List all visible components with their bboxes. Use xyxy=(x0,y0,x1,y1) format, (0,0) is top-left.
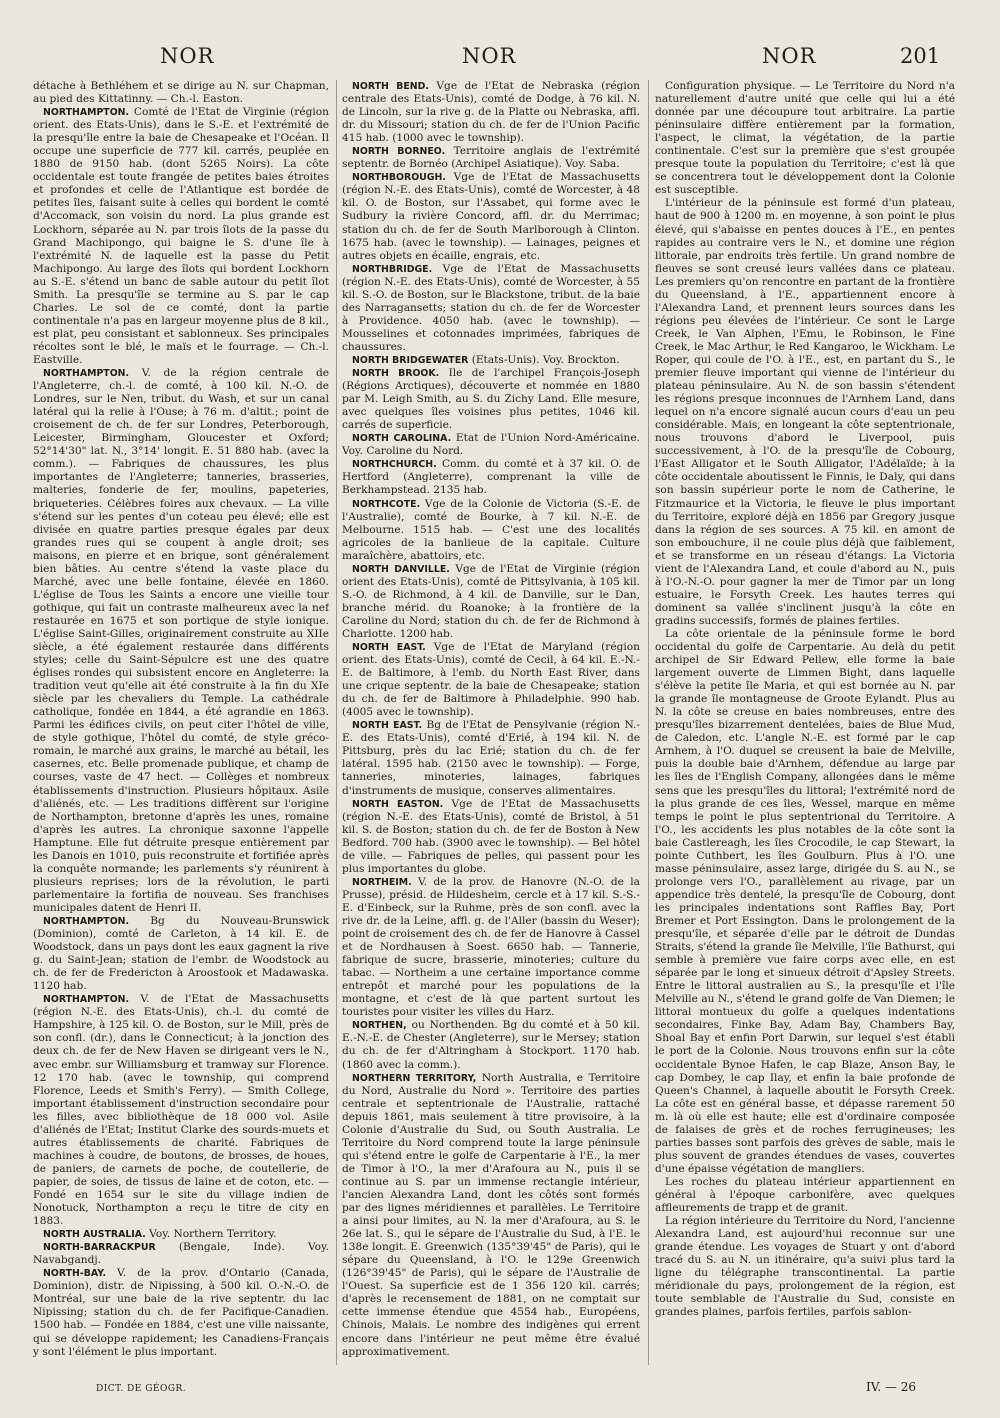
entry-headword: NORTHEN, xyxy=(352,1020,407,1032)
dictionary-entry xyxy=(342,719,640,797)
entry-text: Comm. du comté et à 37 kil. O. de Hertford (Angleterre), comprenant la ville de Berkhampstead. 2135 hab. xyxy=(342,458,640,497)
entry-headword: NORTHAMPTON. xyxy=(43,107,130,119)
dictionary-entry xyxy=(342,498,640,563)
entry-headword: NORTH BRIDGEWATER xyxy=(352,354,469,366)
dictionary-entry xyxy=(655,1176,955,1215)
entry-headword: NORTH DANVILLE. xyxy=(352,563,450,575)
entry-headword: NORTHCOTE. xyxy=(352,498,421,510)
dictionary-entry xyxy=(655,1215,955,1319)
entry-headword: NORTHBRIDGE. xyxy=(352,263,433,275)
entry-text: (Etats-Unis). Voy. Brockton. xyxy=(468,353,620,366)
footer-signature: DICT. DE GÉOGR. xyxy=(96,1384,187,1394)
dictionary-entry xyxy=(33,367,329,915)
dictionary-entry xyxy=(342,80,640,145)
column-2 xyxy=(342,80,640,1380)
entry-headword: NORTH AUSTRALIA. xyxy=(43,1229,146,1241)
column-rule xyxy=(336,80,337,1365)
entry-headword: NORTHAMPTON. xyxy=(43,368,130,380)
entry-text: La région intérieure du Territoire du Nord, l'ancienne Alexandra Land, est aujourd'hui reconnue sur une grande étendue. Les voyages de Stuart y ont d'abord tracé du S. au N. un itinéraire, qu'a suivi plus tard la ligne du télégraphe transcontinental. La partie méridionale du pays, prolongement de la région, est toute semblable de l'Australie du Sud, consiste en grandes plaines, parfois fertiles, parfois sablon- xyxy=(655,1215,955,1319)
entry-text: Comté de l'Etat de Virginie (région orient. des Etats-Unis), dans le S.-E. et l'extrémité de la presqu'île entre la baie de Chesapeake et l'Océan. Il occupe une superficie de 777 kil. carrés, peuplée en 1880 de 9150 hab. (dont 5265 Noirs). La côte occidentale est toute frangée de petites baies étroites et profondes et celle de l'Atlantique est bordée de petites îles, faisant suite à celles qui bordent le comté d'Accomack, son voisin du nord. La plus grande est Lockhorn, séparée au N. par trois îlots de la passe du Grand Machipongo, qui baigne le S. d'une île à l'extrémité N. de laquelle est la passe du Petit Machipongo. Au large des îlots qui bordent Lockhorn au S.-E. s'étend un banc de sable autour du petit îlot Smith. La presqu'île se termine au S. par le cap Charles. Le sol de ce comté, dont la partie continentale n'a pas en largeur moyenne plus de 8 kil., est plat, peu consistant et sablonneux. Ses principales récoltes sont le blé, le maïs et le fourrage. — Ch.-l. Eastville. xyxy=(33,106,329,366)
dictionary-entry xyxy=(342,798,640,876)
entry-text: Vge de la Colonie de Victoria (S.-E. de l'Australie), comté de Bourke, à 7 kil. N.-E. de Melbourne. 1515 hab. — C'est une des localités agricoles de la banlieue de la capitale. Culture maraîchère, abattoirs, etc. xyxy=(342,497,640,562)
entry-text: Vge de l'Etat de Massachusetts (région N.-E. des Etats-Unis), comté de Worcester, à 48 kil. O. de Boston, sur l'Assabet, qui forme avec le Sudbury la rivière Concord, affl. dr. du Merrimac; station du ch. de fer de South Marlborough à Clinton. 1675 hab. (avec le township). — Lainages, peignes et autres objets en écaille, engrais, etc. xyxy=(342,171,640,262)
entry-text: L'intérieur de la péninsule est formé d'un plateau, haut de 900 à 1200 m. en moyenne, à son point le plus élevé, qui s'abaisse en pentes douces à l'E., en pentes rapides au contraire vers le N., et domine une région littorale, par endroits très fertile. Un grand nombre de fleuves se sont creusé leurs vallées dans ce plateau. Les premiers qu'on rencontre en partant de la frontière du Queensland, à l'E., appartiennent encore à l'Alexandra Land, et prennent leurs sources dans les régions peu élevées de l'intérieur. Ce sont le Large Creek, le Van Alphen, l'Emu, le Robinson, le Fine Creek, le Mac Arthur, le Red Kangaroo, le Wickham. Le Roper, qui coule de l'O. à l'E., est, en partant du S., le premier fleuve important qui vienne de l'intérieur du plateau péninsulaire. Au N. de son bassin s'étendent les régions presque inconnues de l'Arnhem Land, dans lequel on n'a encore signalé aucun cours d'eau un peu considérable. Mais, en longeant la côte septentrionale, nous trouvons d'abord le Liverpool, puis successivement, à l'O. de la presqu'île de Cobourg, l'East Alligator et le South Alligator, l'Adélaïde; à la côte occidentale aboutissent le Finnis, le Daly, qui dans son bassin supérieur porte le nom de Catherine, le Fitzmaurice et la Victoria, le fleuve le plus important du Territoire, exploré déjà en 1856 par Gregory jusque dans la région de ses sources. A 75 kil. en amont de son embouchure, il ne coule plus déjà que faiblement, et se transforme en un réseau d'étangs. La Victoria vient de l'Alexandra Land, et coule d'abord au N., puis à l'O.-N.-O. pour gagner la mer de Timor par un long estuaire, le Forsyth Creek. Les hautes terres qui dominent sa vallée s'inclinent jusqu'à la côte en gradins successifs, formés de plaines fertiles. xyxy=(655,197,955,627)
dictionary-entry xyxy=(342,563,640,641)
dictionary-entry xyxy=(342,458,640,497)
entry-text: Configuration physique. — Le Territoire du Nord n'a naturellement d'autre unité que celle qui lui a été donnée par une découpure tout arbitraire. La partie péninsulaire diffère entièrement par la formation, l'aspect, le climat, la végétation, de la partie continentale. C'est sur la première que s'est groupée presque toute la population du Territoire; c'est là que se concentrera tout le développement dont la Colonie est susceptible. xyxy=(655,80,955,197)
entry-text: V. de la région centrale de l'Angleterre, ch.-l. de comté, à 100 kil. N.-O. de Londres, sur le Nen, tribut. du Wash, et sur un canal latéral qui la relie à l'Ouse; à 76 m. d'altit.; point de croisement de ch. de fer sur Londres, Peterborough, Leicester, Birmingham, Gloucester et Oxford; 52°14'30" lat. N., 3°14' longit. E. 51 880 hab. (avec la comm.). — Fabriques de chaussures, les plus importantes de l'Angleterre; tanneries, brasseries, malteries, fonderie de fer, moulins, papeteries, briqueteries. Célèbres foires aux chevaux. — La ville s'étend sur les pentes d'un coteau peu élevé; elle est divisée en quatre parties presque égales par deux grandes rues qui se coupent à angle droit; ses maisons, en pierre et en brique, sont généralement bien bâties. Au centre s'étend la vaste place du Marché, avec une belle fontaine, élevée en 1860. L'église de Tous les Saints a encore une vieille tour gothique, qui fait un contraste malheureux avec la nef restaurée en 1675 et son portique de style ionique. L'église Saint-Gilles, originairement construite au XIIe siècle, a été également restaurée dans différents styles; celle du Saint-Sépulcre est une des quatre églises rondes qui subsistent encore en Angleterre: la tradition veut qu'elle ait été construite à la fin du XIe siècle par les chevaliers du Temple. La cathédrale catholique, fondée en 1844, a été agrandie en 1863. Parmi les édifices civils, on peut citer l'hôtel de ville, de style gothique, l'hôtel du comté, de style gréco-romain, le marché aux grains, le marché au bétail, les casernes, etc. Belle promenade publique, et champ de courses, vaste de 47 hect. — Collèges et nombreux établissements d'instruction. Plusieurs hôpitaux. Asile d'aliénés, etc. — Les traditions diffèrent sur l'origine de Northampton, bretonne d'après les unes, romaine d'après les autres. La chronique saxonne l'appelle Hamptune. Elle fut détruite presque entièrement par les Danois en 1010, puis reconstruite et fortifiée après la conquête normande; les parlements s'y réunirent à plusieurs reprises; lors de la révolution, le parti parlementaire la fortifia de nouveau. Ses franchises municipales datent de Henri II. xyxy=(33,367,329,914)
entry-headword: NORTH EAST. xyxy=(352,720,423,732)
dictionary-entry xyxy=(342,171,640,262)
entry-headword: NORTH-BARRACKPUR xyxy=(43,1242,156,1254)
entry-text: (Bengale, Inde). Voy. Navabgandj. xyxy=(33,1241,329,1267)
entry-headword: NORTHAMPTON. xyxy=(43,916,130,927)
entry-text: Ile de l'archipel François-Joseph (Régions Arctiques), découverte et nommée en 1880 par M. Leigh Smith, au S. du Zichy Land. Elle mesure, avec quelques îles voisines plus petites, 1046 kil. carrés de superficie. xyxy=(342,367,640,432)
entry-text: Vge de l'Etat de Virginie (région orient des Etats-Unis), comté de Pittsylvania, à 105 kil. S.-O. de Richmond, à 4 kil. de Danville, sur le Dan, branche mérid. du Roanoke; à la frontière de la Caroline du Nord; station du ch. de fer de Richmond à Charlotte. 1200 hab. xyxy=(342,562,640,640)
running-head-center: NOR xyxy=(462,44,517,68)
entry-text: Territoire anglais de l'extrémité septentr. de Bornéo (Archipel Asiatique). Voy. Saba. xyxy=(342,145,640,171)
dictionary-entry xyxy=(342,1072,640,1359)
dictionary-entry xyxy=(33,106,329,367)
dictionary-entry xyxy=(342,354,640,367)
dictionary-entry xyxy=(33,80,329,106)
entry-text: Vge de l'Etat de Maryland (région orient. des Etats-Unis), comté de Cecil, à 64 kil. E.-N.-E. de Baltimore, à l'emb. du North East River, dans une crique septentr. de la baie de Chesapeake; station du ch. de fer de Baltimore à Philadelphie. 990 hab. (4005 avec le township). xyxy=(342,641,640,719)
entry-text: ou Northenden. Bg du comté et à 50 kil. E.-N.-E. de Chester (Angleterre), sur le Mersey; station du ch. de fer d'Altringham à Stockport. 1170 hab. (1860 avec la comm.). xyxy=(342,1019,640,1071)
entry-headword: NORTH EASTON. xyxy=(352,798,444,810)
entry-headword: NORTH EAST. xyxy=(352,642,426,654)
dictionary-entry xyxy=(33,1267,329,1358)
dictionary-entry xyxy=(33,993,329,1228)
entry-headword: NORTHAMPTON. xyxy=(43,994,130,1006)
entry-text: V. de la prov. d'Ontario (Canada, Dominion), distr. de Nipissing, à 500 kil. O.-N.-O. de Montréal, sur une baie de la rive septentr. du lac Nipissing; station du ch. de fer Pacifique-Canadien. 1500 hab. — Fondée en 1884, c'est une ville naissante, qui se développe rapidement; les Canadiens-Français y sont l'élément le plus important. xyxy=(33,1267,329,1358)
entry-text: Etat de l'Union Nord-Américaine. Voy. Caroline du Nord. xyxy=(342,432,640,458)
entry-text: Vge de l'Etat de Massachusetts (région N.-E. des Etats-Unis), comté de Bristol, à 51 kil. S. de Boston; station du ch. de fer de Boston à New Bedford. 700 hab. (3900 avec le township). — Bel hôtel de ville. — Fabriques de pelles, qui passent pour les plus importantes du globe. xyxy=(342,797,640,875)
dictionary-entry xyxy=(655,80,955,197)
dictionary-entry xyxy=(342,1019,640,1071)
dictionary-entry xyxy=(655,628,955,1176)
dictionary-entry xyxy=(33,1241,329,1267)
entry-headword: NORTHBOROUGH. xyxy=(352,172,446,184)
entry-headword: NORTH BORNEO. xyxy=(352,146,446,158)
entry-text: La côte orientale de la péninsule forme le bord occidental du golfe de Carpentarie. Au delà du petit archipel de Sir Edward Pellew, elle forme la baie largement ouverte de Limmen Bight, dans laquelle s'élève la petite île Maria, et qui est bornée au N. par la grande île montagneuse de Groote Eylandt. Plus au N. la côte se creuse en baies nombreuses, entre des presqu'îles bizarrement dentelées, baies de Blue Mud, de Caledon, etc. L'angle N.-E. est formé par le cap Arnhem, à l'O. duquel se creusent la baie de Melville, puis la double baie d'Arnhem, défendue au large par les îles de l'English Company, allongées dans le même sens que les presqu'îles du littoral; l'extrémité nord de la plus grande de ces îles, Wessel, marque en même temps le point le plus septentrional du Territoire. A l'O., les accidents les plus notables de la côte sont la baie Castlereagh, les îles Crocodile, le cap Stewart, la pointe Cuthbert, les îles Goulburn. Plus à l'O. une masse péninsulaire, assez large, dirigée du S. au N., se prolonge vers l'O., parallèlement au rivage, par un appendice très dentelé, la presqu'île de Cobourg, dont les principales indentations sont Raffles Bay, Port Bremer et Port Essington. Dans le prolongement de la presqu'île, et séparée d'elle par le détroit de Dundas Straits, s'étend la grande île Melville, l'île Bathurst, qui semble à première vue faire corps avec elle, en est séparée par le long et sinueux détroit d'Apsley Streets. Entre le littoral australien au S., la presqu'île et l'île Melville au N., s'étend le grand golfe de Van Diemen; le littoral montueux du golfe a quelques indentations secondaires, Finke Bay, Adam Bay, Chambers Bay, Shoal Bay et enfin Port Darwin, sur lequel s'est établi le port de la Colonie. Nous trouvons enfin sur la côte occidentale Bynoe Hafen, le cap Blaze, Anson Bay, le cap Dombey, le cap Ilay, et enfin la baie profonde de Queen's Channel, à laquelle aboutit le Forsyth Creek. La côte est en général basse, et dépasse rarement 50 m. là où elle est haute; elle est d'ordinaire composée de falaises de grès et de roches ferrugineuses; les parties basses sont parfois des grèves de sable, mais le plus souvent de grandes étendues de vases, couvertes d'une épaisse végétation de mangliers. xyxy=(655,627,955,1175)
entry-text: Vge de l'Etat de Massachusetts (région N.-E. des Etats-Unis), comté de Worcester, à 55 kil. S.-O. de Boston, sur le Blackstone, tribut. de la baie des Narragansetts; station du ch. de fer de Worcester à Providence. 4050 hab. (avec le township). — Mousselines et cotonnades imprimées, fabriques de chaussures. xyxy=(342,262,640,353)
entry-headword: NORTH CAROLINA. xyxy=(352,433,452,445)
entry-text: Les roches du plateau intérieur appartiennent en général à l'époque carbonifère, avec quelques affleurements de trapp et de granit. xyxy=(655,1175,955,1215)
entry-text: Bg du Nouveau-Brunswick (Dominion), comté de Carleton, à 14 kil. E. de Woodstock, dans un pays dont les eaux gagnent la rive g. du Saint-Jean; station de l'embr. de Woodstock au ch. de fer de Fredericton à Aroostook et Madawaska. 1120 hab. xyxy=(33,915,329,993)
dictionary-entry xyxy=(342,876,640,1020)
column-3 xyxy=(655,80,955,1380)
entry-text: Vge de l'Etat de Nebraska (région centrale des Etats-Unis), comté de Dodge, à 76 kil. N. de Lincoln, sur la rive g. de la Platte ou Nebraska, affl. dr. du Missouri; station du ch. de fer de l'Union Pacific 415 hab. (1000 avec le township). xyxy=(342,80,640,145)
dictionary-entry xyxy=(342,641,640,719)
entry-text: V. de la prov. de Hanovre (N.-O. de la Prusse), présid. de Hildesheim, cercle et à 17 kil. S.-S.-E. d'Einbeck, sur la Ruhme, près de son confl. avec la rive dr. de la Leine, affl. g. de l'Aller (bassin du Weser); point de croisement des ch. de fer de Hanovre à Cassel et de Nordhausen à Soest. 6650 hab. — Tannerie, fabrique de sucre, brasserie, minoteries; culture du tabac. — Northeim a une certaine importance comme entrepôt et marché pour les populations de la montagne, et c'est de là que partent surtout les touristes pour visiter les villes du Harz. xyxy=(342,875,640,1019)
dictionary-entry xyxy=(342,145,640,171)
entry-text: V. de l'Etat de Massachusetts (région N.-E. des Etats-Unis), ch.-l. du comté de Hampshire, à 125 kil. O. de Boston, sur le Mill, près de son confl. (dr.), dans le Connecticut; à la jonction des deux ch. de fer de New Haven se dirigeant vers le N., avec embr. sur Williamsburg et tramway sur Florence. 12 170 hab. (avec le township, qui comprend Florence, Leeds et Smith's Ferry). — Smith College, important établissement d'instruction secondaire pour les filles, avec bibliothèque de 18 000 vol. Asile d'aliénés de l'Etat; Institut Clarke des sourds-muets et autres établissements de charité. Fabriques de machines à coudre, de boutons, de brosses, de houes, de paniers, de carnets de poche, de coutellerie, de papier, de soies, de tissus de laine et de coton, etc. — Fondé en 1654 sur le site du village indien de Nonotuck, Northampton a reçu le titre de city en 1883. xyxy=(33,993,329,1228)
column-rule xyxy=(648,80,649,1365)
entry-headword: NORTHEIM. xyxy=(352,876,412,888)
footer-volume: IV. — 26 xyxy=(866,1380,917,1394)
running-head-left: NOR xyxy=(160,44,215,68)
entry-headword: NORTH-BAY. xyxy=(43,1268,107,1280)
dictionary-entry xyxy=(342,263,640,354)
entry-text: détache à Bethléhem et se dirige au N. sur Chapman, au pied des Kittatinny. — Ch.-l. Easton. xyxy=(33,80,329,106)
entry-text: Voy. Northern Territory. xyxy=(145,1228,277,1241)
dictionary-entry xyxy=(33,915,329,993)
entry-headword: NORTH BROOK. xyxy=(352,368,440,380)
entry-text: Bg de l'Etat de Pensylvanie (région N.-E. des Etats-Unis), comté d'Erié, à 194 kil. N. de Pittsburg, près du lac Erié; station du ch. de fer latéral. 1595 hab. (2150 avec le township). — Forge, tanneries, minoteries, lainages, fabriques d'instruments de musique, conserves alimentaires. xyxy=(342,719,640,797)
dictionary-entry xyxy=(342,432,640,458)
running-head-right: NOR xyxy=(762,44,817,68)
entry-text: North Australia, e Territoire du Nord, Australie du Nord ». Territoire des parties centrale et septentrionale de l'Australie, rattaché depuis 1861, mais seulement à titre provisoire, à la Colonie d'Australie du Sud, ou South Australia. Le Territoire du Nord comprend toute la large péninsule qui s'étend entre le golfe de Carpentarie à l'E., la mer de Timor à l'O., la mer d'Arafoura au N., puis il se continue au S. par un immense rectangle intérieur, l'ancien Alexandra Land, dont les côtés sont formés par des lignes méridiennes et parallèles. Le Territoire a ainsi pour limites, au N. la mer d'Arafoura, au S. le 26e lat. S., qui le sépare de l'Australie du Sud, à l'E. le 138e longit. E. Greenwich (135°39'45" de Paris), qui le sépare du Queensland, à l'O. le 129e Greenwich (126°39'45" de Paris), qui le sépare de l'Australie de l'Ouest. Sa superficie est de 1 356 120 kil. carrés; d'après le recensement de 1881, on ne comptait sur cette immense étendue que 4554 hab., Européens, Chinois, Malais. Le nombre des indigènes qui errent encore dans l'intérieur ne peut même être évalué approximativement. xyxy=(342,1071,640,1358)
column-1 xyxy=(33,80,329,1380)
dictionary-entry xyxy=(342,367,640,432)
entry-headword: NORTHERN TERRITORY, xyxy=(352,1072,477,1084)
page-number: 201 xyxy=(900,44,941,68)
dictionary-entry xyxy=(655,197,955,628)
dictionary-entry xyxy=(33,1228,329,1241)
entry-headword: NORTH BEND. xyxy=(352,81,429,92)
entry-headword: NORTHCHURCH. xyxy=(352,459,437,471)
